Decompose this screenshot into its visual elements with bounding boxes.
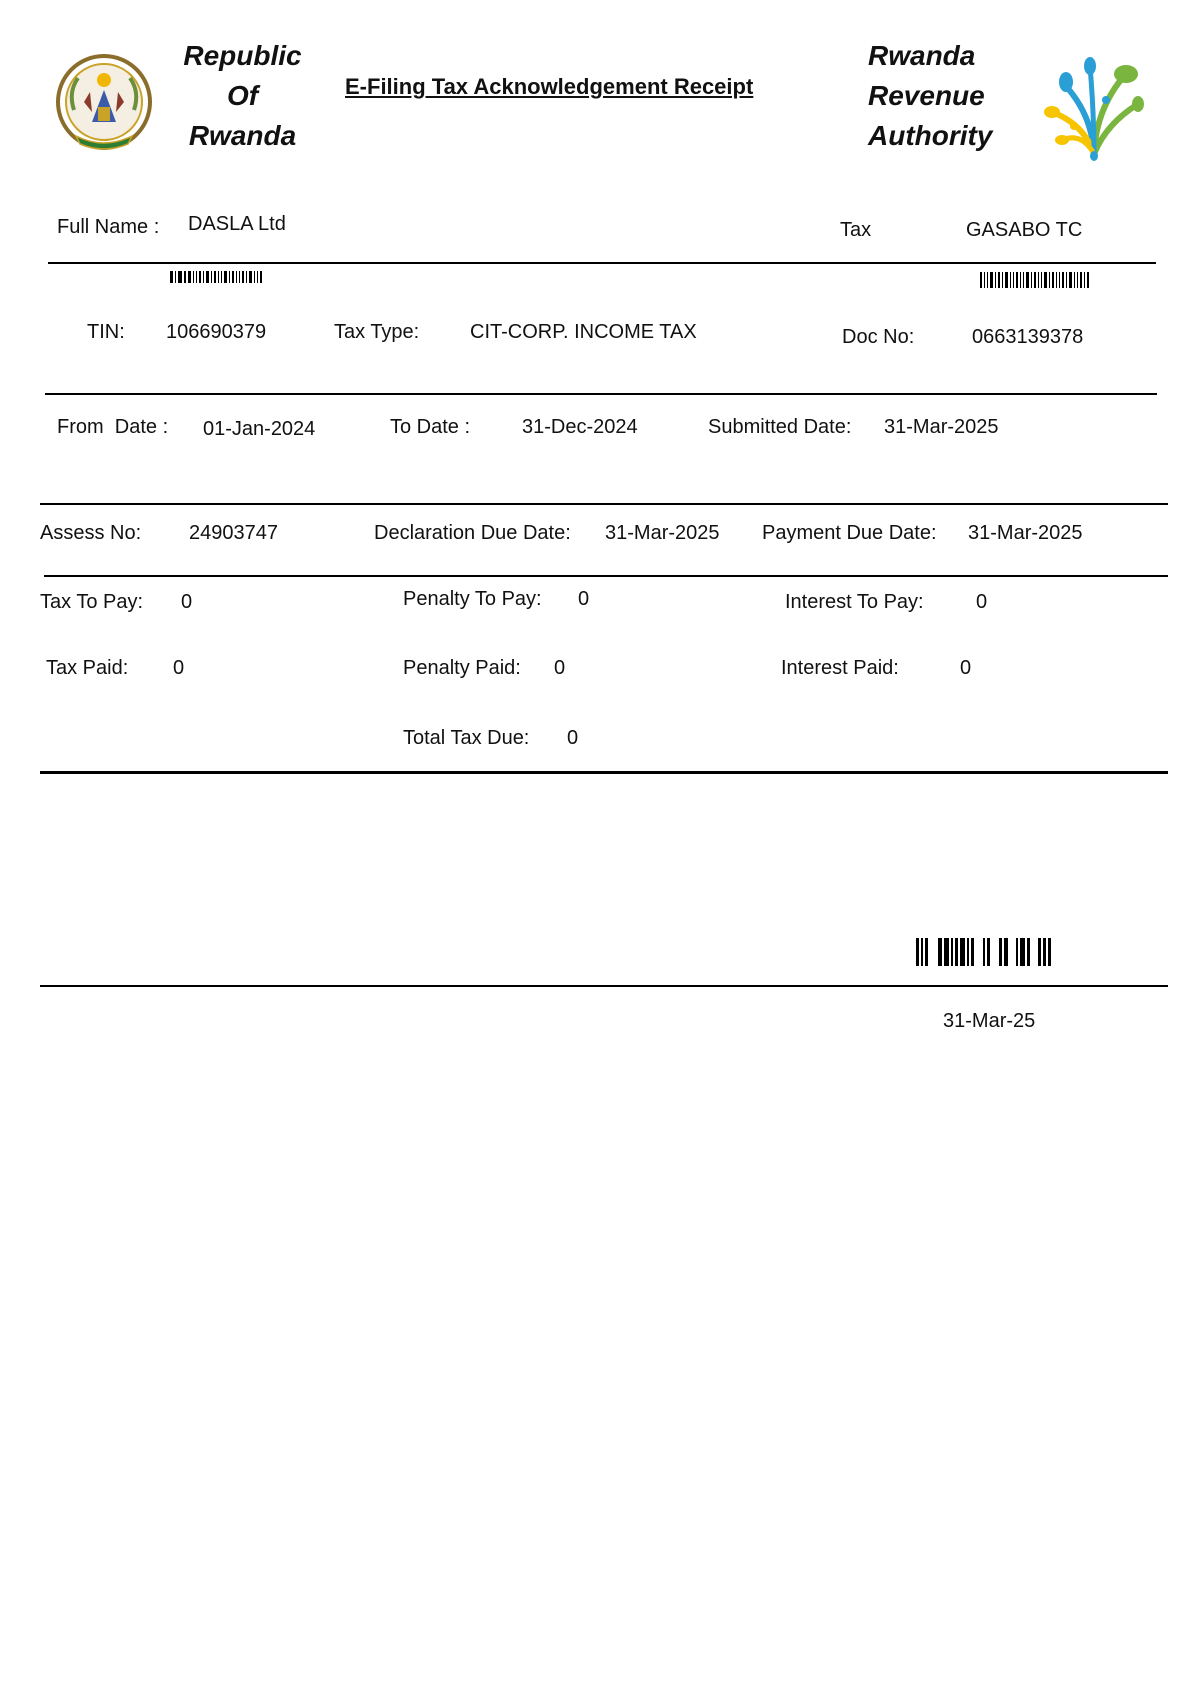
tax-type-value: CIT-CORP. INCOME TAX	[470, 321, 697, 343]
divider	[40, 985, 1168, 987]
rwanda-emblem	[54, 52, 154, 156]
rwanda-revenue-authority-heading	[868, 36, 992, 156]
tin-label: TIN:	[87, 321, 125, 343]
rra-authority-line: Authority	[868, 120, 993, 151]
doc-no-label: Doc No:	[842, 326, 915, 348]
tax-paid-value: 0	[173, 657, 185, 679]
divider	[45, 393, 1157, 395]
interest-paid-label: Interest Paid:	[781, 657, 899, 679]
declaration-due-value: 31-Mar-2025	[605, 522, 720, 544]
divider	[44, 575, 1168, 577]
declaration-due-label: Declaration Due Date:	[374, 522, 571, 544]
full-name-value: DASLA Ltd	[188, 213, 286, 235]
of-line: Of	[226, 80, 259, 111]
assess-no-label: Assess No:	[40, 522, 142, 544]
assess-no-value: 24903747	[189, 522, 278, 544]
penalty-to-pay-label: Penalty To Pay:	[403, 588, 542, 610]
full-name-label: Full Name :	[57, 216, 160, 238]
doc-barcode	[980, 272, 1091, 288]
penalty-paid-value: 0	[554, 657, 566, 679]
tax-type-label: Tax Type:	[334, 321, 420, 343]
doc-no-value: 0663139378	[972, 326, 1084, 348]
rra-rwanda-line: Rwanda	[868, 40, 976, 71]
document-title: E-Filing Tax Acknowledgement Receipt	[345, 74, 754, 99]
rra-logo	[1044, 54, 1144, 162]
submitted-date-value: 31-Mar-2025	[884, 416, 999, 438]
submitted-date-label: Submitted Date:	[708, 416, 852, 438]
to-date-value: 31-Dec-2024	[522, 416, 638, 438]
tax-to-pay-label: Tax To Pay:	[40, 591, 144, 613]
rwanda-line: Rwanda	[188, 120, 297, 151]
tin-value: 106690379	[166, 321, 267, 343]
footer-date: 31-Mar-25	[943, 1010, 1036, 1032]
tin-barcode	[170, 271, 264, 283]
tax-center-label: Tax	[840, 219, 872, 241]
payment-due-label: Payment Due Date:	[762, 522, 937, 544]
tax-to-pay-value: 0	[181, 591, 193, 613]
divider	[40, 771, 1168, 774]
to-date-label: To Date :	[390, 416, 471, 438]
receipt-barcode	[916, 938, 1053, 966]
interest-paid-value: 0	[960, 657, 972, 679]
tax-paid-label: Tax Paid:	[46, 657, 129, 679]
from-date-label: From Date :	[57, 416, 169, 438]
divider	[48, 262, 1156, 264]
total-tax-due-value: 0	[567, 727, 579, 749]
rra-fountain-logo-icon	[1044, 54, 1144, 162]
republic-of-rwanda-heading	[175, 36, 310, 156]
penalty-paid-label: Penalty Paid:	[403, 657, 521, 679]
divider	[40, 503, 1168, 505]
interest-to-pay-value: 0	[976, 591, 988, 613]
tax-center-value: GASABO TC	[966, 219, 1083, 241]
interest-to-pay-label: Interest To Pay:	[785, 591, 924, 613]
payment-due-value: 31-Mar-2025	[968, 522, 1083, 544]
republic-line: Republic	[183, 40, 302, 71]
total-tax-due-label: Total Tax Due:	[403, 727, 530, 749]
rra-revenue-line: Revenue	[868, 80, 985, 111]
from-date-value: 01-Jan-2024	[203, 418, 316, 440]
rwanda-coat-of-arms-icon	[54, 52, 154, 156]
penalty-to-pay-value: 0	[578, 588, 590, 610]
